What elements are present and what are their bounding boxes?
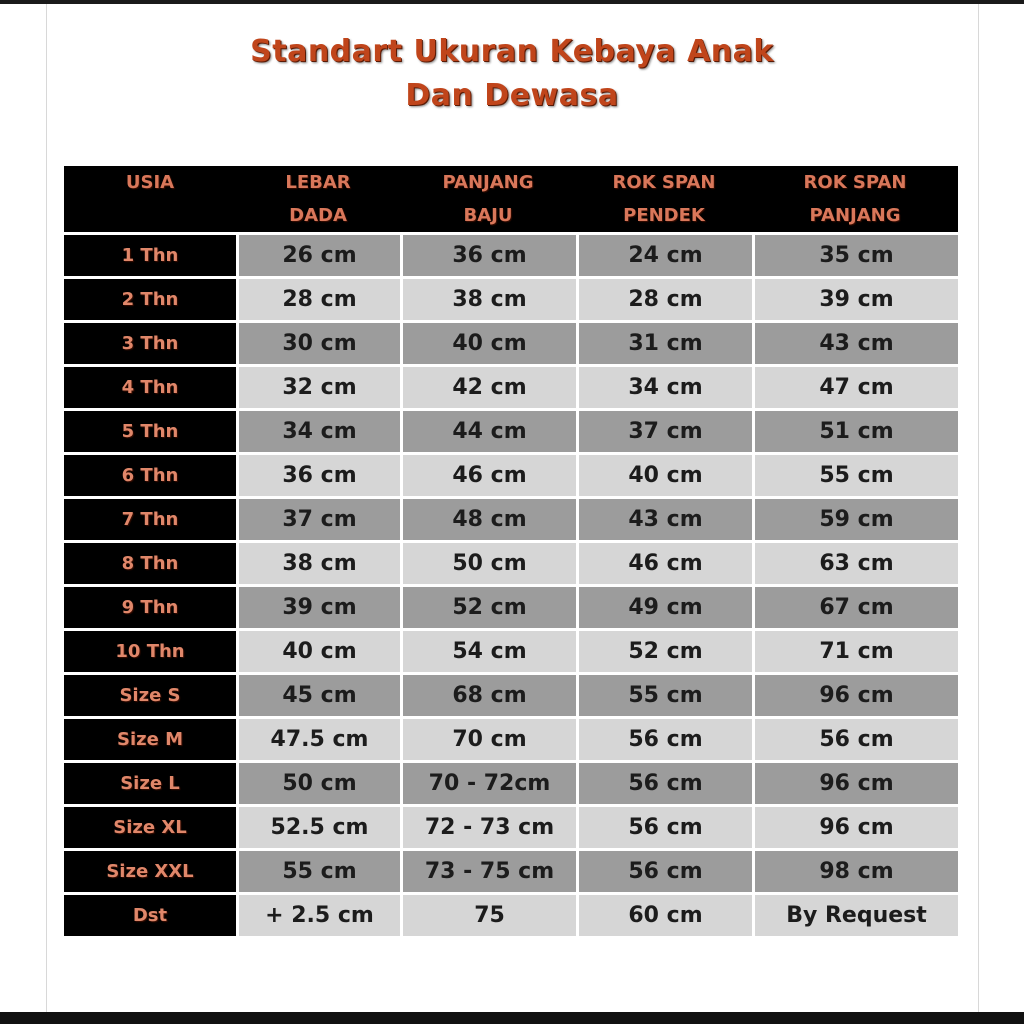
header-lebar-dada-line: DADA (289, 205, 347, 226)
table-row (64, 499, 958, 540)
page-title (60, 30, 964, 118)
table-cell: 40 cm (236, 631, 400, 672)
header-rok-span-panjang (752, 166, 958, 232)
row-label: 6 Thn (64, 455, 236, 496)
table-cell: 56 cm (752, 719, 958, 760)
row-label: Size M (64, 719, 236, 760)
row-label: Size L (64, 763, 236, 804)
row-label: Size XL (64, 807, 236, 848)
table-body (64, 235, 958, 936)
table-row (64, 675, 958, 716)
bottom-border (0, 1012, 1024, 1024)
table-cell: 46 cm (576, 543, 752, 584)
table-cell: 60 cm (576, 895, 752, 936)
table-cell: 56 cm (576, 807, 752, 848)
header-usia-line: USIA (125, 172, 175, 193)
table-row (64, 279, 958, 320)
table-cell: 56 cm (576, 851, 752, 892)
table-cell: 30 cm (236, 323, 400, 364)
header-panjang-baju-line: BAJU (463, 205, 513, 226)
header-lebar-dada-line: LEBAR (285, 172, 351, 193)
table-cell: 72 - 73 cm (400, 807, 576, 848)
table-cell: 52.5 cm (236, 807, 400, 848)
table-cell: 50 cm (236, 763, 400, 804)
table-cell: 34 cm (576, 367, 752, 408)
table-row (64, 719, 958, 760)
table-cell: 46 cm (400, 455, 576, 496)
table-cell: 47 cm (752, 367, 958, 408)
table-cell: 50 cm (400, 543, 576, 584)
table-cell: 47.5 cm (236, 719, 400, 760)
table-cell: 67 cm (752, 587, 958, 628)
title-line-1: Standart Ukuran Kebaya Anak (250, 34, 774, 69)
table-cell: 71 cm (752, 631, 958, 672)
table-row (64, 763, 958, 804)
row-label: Size S (64, 675, 236, 716)
table-cell: 38 cm (400, 279, 576, 320)
table-cell: 37 cm (576, 411, 752, 452)
row-label: Size XXL (64, 851, 236, 892)
table-cell: 37 cm (236, 499, 400, 540)
table-cell: 55 cm (752, 455, 958, 496)
table-row (64, 411, 958, 452)
table-cell: 28 cm (236, 279, 400, 320)
table-cell: 98 cm (752, 851, 958, 892)
table-cell: 36 cm (236, 455, 400, 496)
row-label: 5 Thn (64, 411, 236, 452)
row-label: 9 Thn (64, 587, 236, 628)
table-cell: 59 cm (752, 499, 958, 540)
table-cell: 40 cm (400, 323, 576, 364)
table-cell: 52 cm (576, 631, 752, 672)
table-header (64, 166, 958, 232)
table-row (64, 631, 958, 672)
table-cell: 70 - 72cm (400, 763, 576, 804)
table-cell: 52 cm (400, 587, 576, 628)
size-chart-table (64, 163, 958, 939)
table-row (64, 455, 958, 496)
row-label: 2 Thn (64, 279, 236, 320)
table-cell: 96 cm (752, 763, 958, 804)
table-cell: 42 cm (400, 367, 576, 408)
table-cell: 45 cm (236, 675, 400, 716)
table-cell: 54 cm (400, 631, 576, 672)
table-cell: 75 (400, 895, 576, 936)
table-cell: 39 cm (236, 587, 400, 628)
table-cell: 49 cm (576, 587, 752, 628)
header-row (64, 166, 958, 232)
page-edge-left (46, 4, 47, 1012)
header-rok-span-panjang-line: PANJANG (809, 205, 901, 226)
table-cell: 43 cm (752, 323, 958, 364)
header-rok-span-panjang-line: ROK SPAN (803, 172, 907, 193)
table-cell: 31 cm (576, 323, 752, 364)
table-row (64, 895, 958, 936)
table-cell: By Request (752, 895, 958, 936)
table-cell: 35 cm (752, 235, 958, 276)
header-panjang-baju-line: PANJANG (442, 172, 534, 193)
table-cell: 48 cm (400, 499, 576, 540)
table-cell: 32 cm (236, 367, 400, 408)
table-cell: 34 cm (236, 411, 400, 452)
row-label: 4 Thn (64, 367, 236, 408)
table-row (64, 807, 958, 848)
table-cell: 24 cm (576, 235, 752, 276)
table-cell: 28 cm (576, 279, 752, 320)
table-cell: 51 cm (752, 411, 958, 452)
header-rok-span-pendek (576, 166, 752, 232)
table-row (64, 323, 958, 364)
header-rok-span-pendek-line: ROK SPAN (612, 172, 716, 193)
table-cell: 38 cm (236, 543, 400, 584)
table-row (64, 235, 958, 276)
table-cell: 39 cm (752, 279, 958, 320)
row-label: 3 Thn (64, 323, 236, 364)
table-cell: 56 cm (576, 763, 752, 804)
table-cell: 70 cm (400, 719, 576, 760)
header-panjang-baju (400, 166, 576, 232)
row-label: 7 Thn (64, 499, 236, 540)
header-rok-span-pendek-line: PENDEK (623, 205, 705, 226)
table-row (64, 367, 958, 408)
table-row (64, 543, 958, 584)
table-cell: + 2.5 cm (236, 895, 400, 936)
table-cell: 44 cm (400, 411, 576, 452)
table-cell: 96 cm (752, 807, 958, 848)
top-border (0, 0, 1024, 4)
row-label: 8 Thn (64, 543, 236, 584)
table-cell: 43 cm (576, 499, 752, 540)
table-cell: 36 cm (400, 235, 576, 276)
header-lebar-dada (236, 166, 400, 232)
table-cell: 96 cm (752, 675, 958, 716)
title-line-2: Dan Dewasa (405, 78, 619, 113)
row-label: Dst (64, 895, 236, 936)
table-row (64, 587, 958, 628)
table-row (64, 851, 958, 892)
header-usia (64, 166, 236, 232)
table-cell: 63 cm (752, 543, 958, 584)
table-cell: 26 cm (236, 235, 400, 276)
table-cell: 40 cm (576, 455, 752, 496)
table-cell: 55 cm (236, 851, 400, 892)
row-label: 1 Thn (64, 235, 236, 276)
row-label: 10 Thn (64, 631, 236, 672)
table-cell: 55 cm (576, 675, 752, 716)
page-edge-right (978, 4, 979, 1012)
table-cell: 73 - 75 cm (400, 851, 576, 892)
table-cell: 56 cm (576, 719, 752, 760)
table-cell: 68 cm (400, 675, 576, 716)
